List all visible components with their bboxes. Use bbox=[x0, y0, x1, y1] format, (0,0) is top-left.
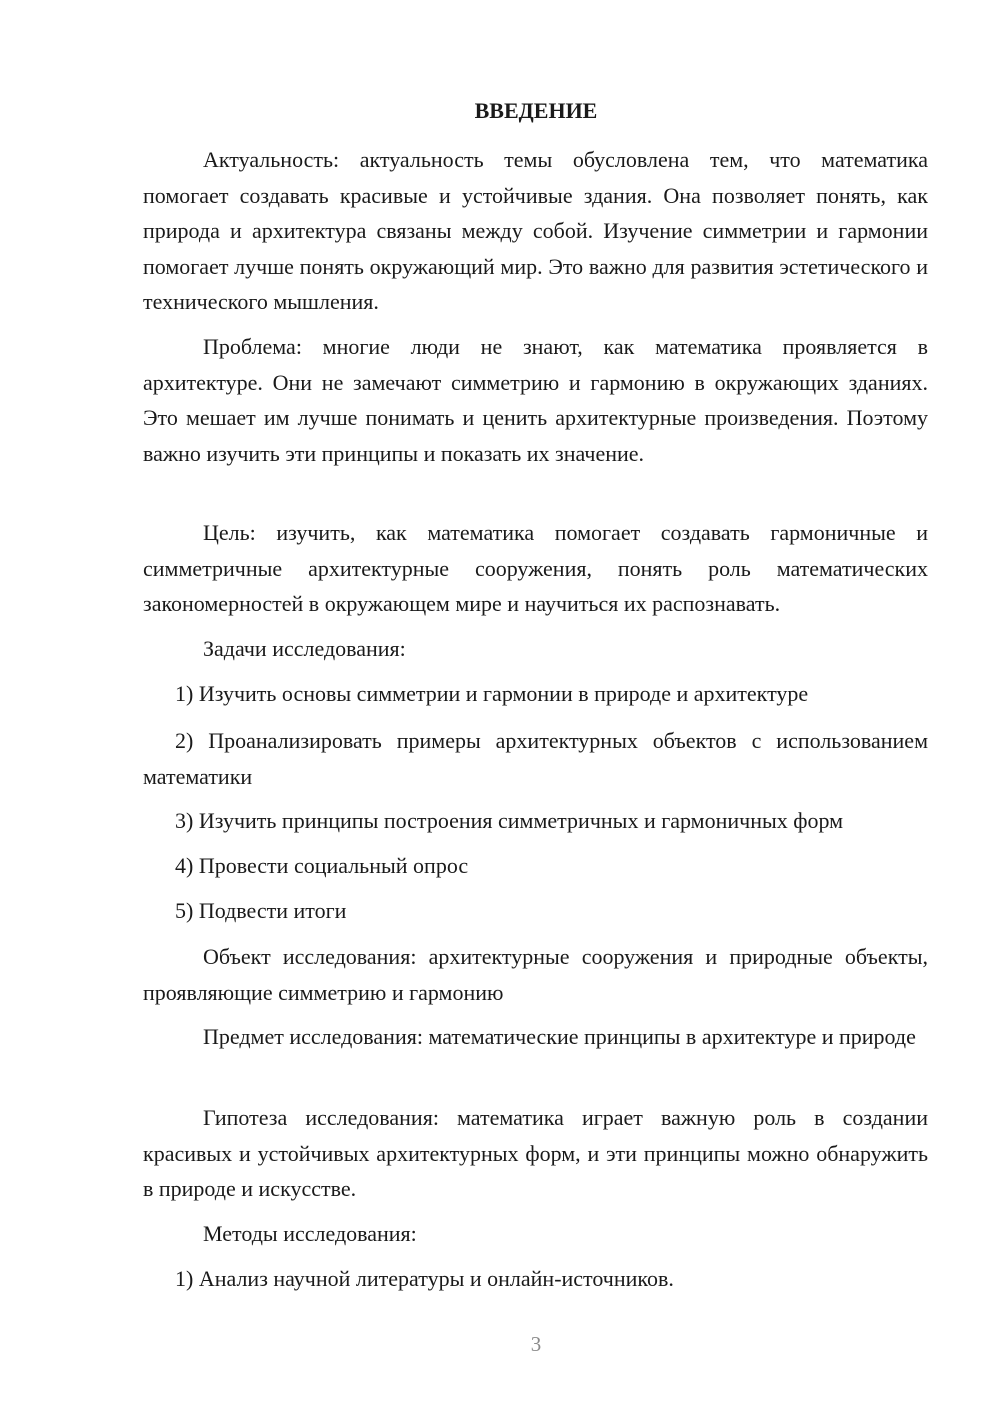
methods-heading: Методы исследования: bbox=[203, 1221, 417, 1246]
paragraph-subject: Предмет исследования: математические принципы в архитектуре и природе bbox=[203, 1024, 916, 1049]
page-number: 3 bbox=[530, 1332, 542, 1356]
paragraph-object: Объект исследования: архитектурные сооружения и природные объекты, проявляющие симметрию и гармонию bbox=[143, 944, 928, 1005]
page-title: ВВЕДЕНИЕ bbox=[474, 98, 598, 123]
task-item-4: 4) Провести социальный опрос bbox=[175, 853, 469, 878]
paragraph-problem: Проблема: многие люди не знают, как математика проявляется в архитектуре. Они не замечают симметрию и гармонию в окружающих зданиях. Это мешает им лучше понимать и ценить архитектурные произведения. Поэтому важно изучить эти принципы и показать их значение. bbox=[143, 334, 928, 466]
task-item-1: 1) Изучить основы симметрии и гармонии в природе и архитектуре bbox=[175, 681, 809, 706]
method-item-1: 1) Анализ научной литературы и онлайн-источников. bbox=[175, 1266, 674, 1291]
task-item-5: 5) Подвести итоги bbox=[175, 898, 347, 923]
paragraph-goal: Цель: изучить, как математика помогает создавать гармоничные и симметричные архитектурные сооружения, понять роль математических закономерностей в окружающем мире и научиться их распознавать. bbox=[143, 520, 928, 616]
tasks-heading: Задачи исследования: bbox=[203, 636, 406, 661]
task-item-2: 2) Проанализировать примеры архитектурных объектов с использованием математики bbox=[143, 728, 928, 789]
paragraph-hypothesis: Гипотеза исследования: математика играет важную роль в создании красивых и устойчивых архитектурных форм, и эти принципы можно обнаружить в природе и искусстве. bbox=[143, 1105, 928, 1201]
paragraph-relevance: Актуальность: актуальность темы обусловлена тем, что математика помогает создавать красивые и устойчивые здания. Она позволяет понять, как природа и архитектура связаны между собой. Изучение симметрии и гармонии помогает лучше понять окружающий мир. Это важно для развития эстетического и технического мышления. bbox=[143, 147, 928, 314]
task-item-3: 3) Изучить принципы построения симметричных и гармоничных форм bbox=[175, 808, 844, 833]
